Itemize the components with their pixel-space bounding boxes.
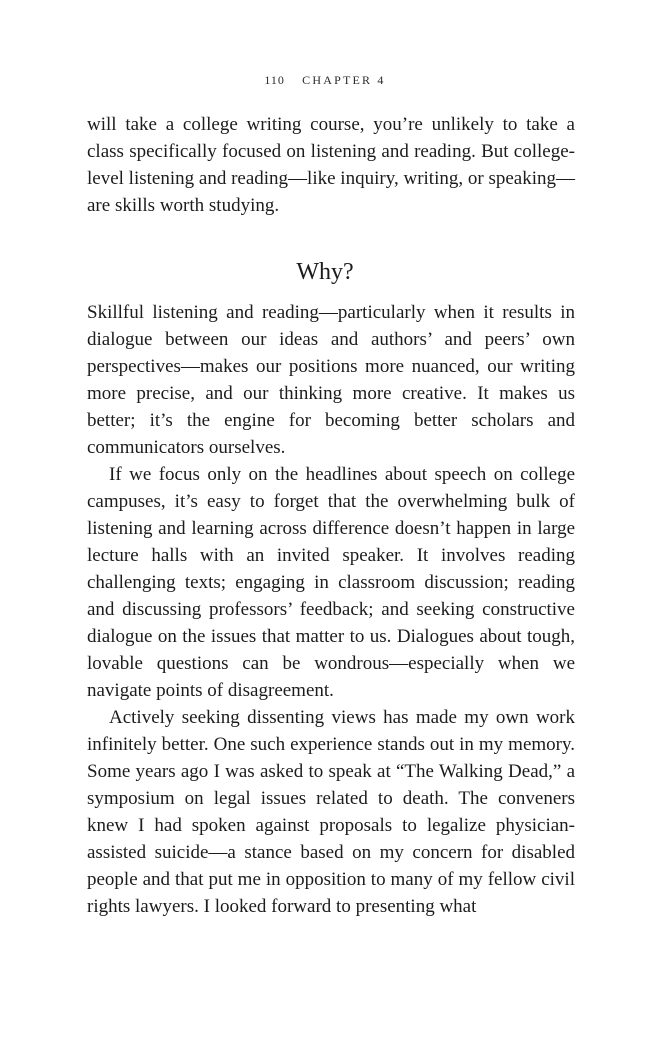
body-paragraph: Skillful listening and reading—particularly when it results in dialogue between our ideas and authors’ and peers’ own perspectives—makes our positions more nuanced, our writing more precise, and our thinking more creative. It makes us better; it’s the engine for becoming better scholars and communicators ourselves. <box>87 302 575 458</box>
section-heading: Why? <box>296 259 354 285</box>
chapter-label: CHAPTER 4 <box>302 73 386 87</box>
page-number: 110 <box>264 73 285 87</box>
section-body <box>87 299 575 920</box>
body-paragraph: Actively seeking dissenting views has made my own work infinitely better. One such experience stands out in my memory. Some years ago I was asked to speak at “The Walking Dead,” a symposium on legal issues related to death. The conveners knew I had spoken against proposals to legalize physician-assisted suicide—a stance based on my concern for disabled people and that put me in opposition to many of my fellow civil rights lawyers. I looked forward to presenting what <box>87 707 575 917</box>
continued-paragraph: will take a college writing course, you’re unlikely to take a class specifically focused on listening and reading. But college-level listening and reading—like inquiry, writing, or speaking—are skills worth studying. <box>87 114 575 216</box>
running-head <box>0 73 650 88</box>
continued-text <box>87 111 575 219</box>
body-paragraph: If we focus only on the headlines about speech on college campuses, it’s easy to forget that the overwhelming bulk of listening and learning across difference doesn’t happen in large lecture halls with an invited speaker. It involves reading challenging texts; engaging in classroom discussion; reading and discussing professors’ feedback; and seeking constructive dialogue on the issues that matter to us. Dialogues about tough, lovable questions can be wondrous—especially when we navigate points of disagreement. <box>87 464 575 701</box>
